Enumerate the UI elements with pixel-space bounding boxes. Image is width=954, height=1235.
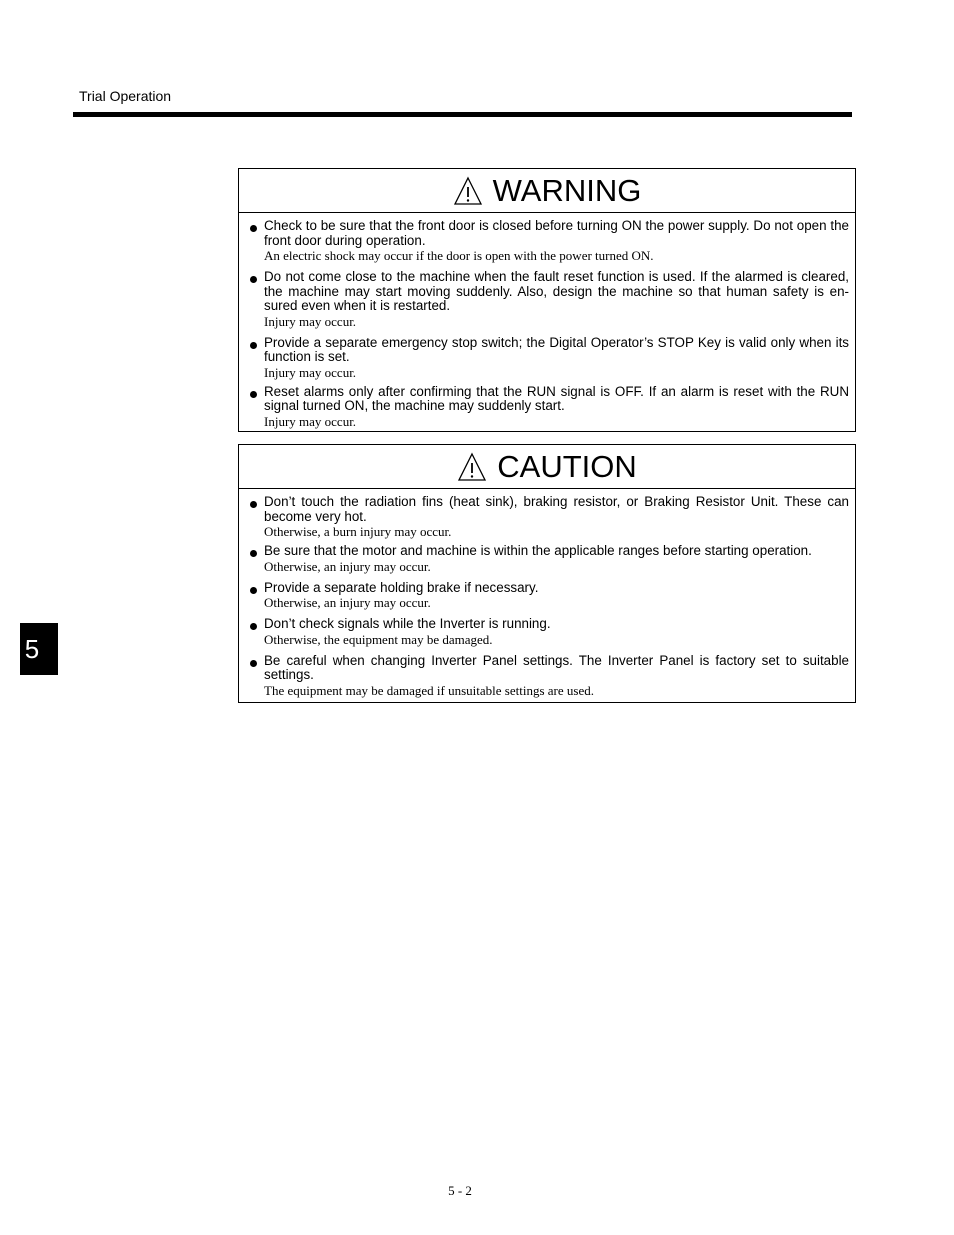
warning-triangle-icon xyxy=(453,176,483,206)
page-number: 5 - 2 xyxy=(448,1183,472,1198)
warning-item-text: Do not come close to the machine when the fault reset function is used. If the alarmed is cleared, the machine may start moving suddenly. Also, design the machine so that human safety is en-sured even when it is restarted. xyxy=(264,269,849,313)
bullet-icon xyxy=(250,501,257,508)
warning-item-text: Provide a separate emergency stop switch; the Digital Operator’s STOP Key is valid only when its function is set. xyxy=(264,334,849,364)
header-rule xyxy=(73,112,852,117)
caution-item-note: Otherwise, the equipment may be damaged. xyxy=(264,631,493,647)
caution-item xyxy=(239,617,855,648)
caution-item xyxy=(239,654,855,699)
caution-item-text: Provide a separate holding brake if necessary. xyxy=(264,579,539,595)
warning-box xyxy=(238,168,856,432)
bullet-icon xyxy=(250,225,257,232)
bullet-icon xyxy=(250,587,257,594)
bullet-icon xyxy=(250,342,257,349)
caution-item-text: Be sure that the motor and machine is within the applicable ranges before starting operation. xyxy=(264,543,812,558)
chapter-number: 5 xyxy=(24,633,40,664)
caution-item-note: Otherwise, an injury may occur. xyxy=(264,595,431,610)
warning-item xyxy=(239,270,855,330)
caution-item-text: Don’t check signals while the Inverter is running. xyxy=(264,616,551,631)
caution-item-text: Be careful when changing Inverter Panel settings. The Inverter Panel is factory set to suitable settings. xyxy=(264,652,849,682)
warning-item-note: Injury may occur. xyxy=(264,313,357,329)
caution-item xyxy=(239,495,855,540)
warning-item xyxy=(239,336,855,381)
warning-triangle-icon xyxy=(457,452,487,482)
caution-item-note: Otherwise, an injury may occur. xyxy=(264,558,431,574)
warning-item xyxy=(239,219,855,264)
chapter-tab xyxy=(20,623,58,675)
caution-title: CAUTION xyxy=(497,448,637,484)
warning-item-text: Check to be sure that the front door is closed before turning ON the power supply. Do not open the front door during operation. xyxy=(264,218,849,248)
warning-heading xyxy=(239,169,855,213)
warning-item-note: Injury may occur. xyxy=(264,413,357,429)
bullet-icon xyxy=(250,276,257,283)
caution-item-note: The equipment may be damaged if unsuitable settings are used. xyxy=(264,682,594,698)
bullet-icon xyxy=(250,660,257,667)
warning-item-note: An electric shock may occur if the door is open with the power turned ON. xyxy=(264,248,654,263)
caution-box xyxy=(238,444,856,703)
bullet-icon xyxy=(250,623,257,630)
bullet-icon xyxy=(250,550,257,557)
warning-title: WARNING xyxy=(492,172,642,208)
warning-item-note: Injury may occur. xyxy=(264,364,357,380)
caution-item xyxy=(239,581,855,612)
warning-item xyxy=(239,385,855,430)
caution-item-text: Don’t touch the radiation fins (heat sink), braking resistor, or Braking Resistor Unit. These can become very hot. xyxy=(264,494,849,524)
section-title: Trial Operation xyxy=(79,88,172,104)
bullet-icon xyxy=(250,391,257,398)
warning-item-text: Reset alarms only after confirming that the RUN signal is OFF. If an alarm is reset with the RUN signal turned ON, the machine may suddenly start. xyxy=(264,383,849,413)
caution-item xyxy=(239,544,855,575)
caution-item-note: Otherwise, a burn injury may occur. xyxy=(264,524,452,539)
caution-heading xyxy=(239,445,855,489)
